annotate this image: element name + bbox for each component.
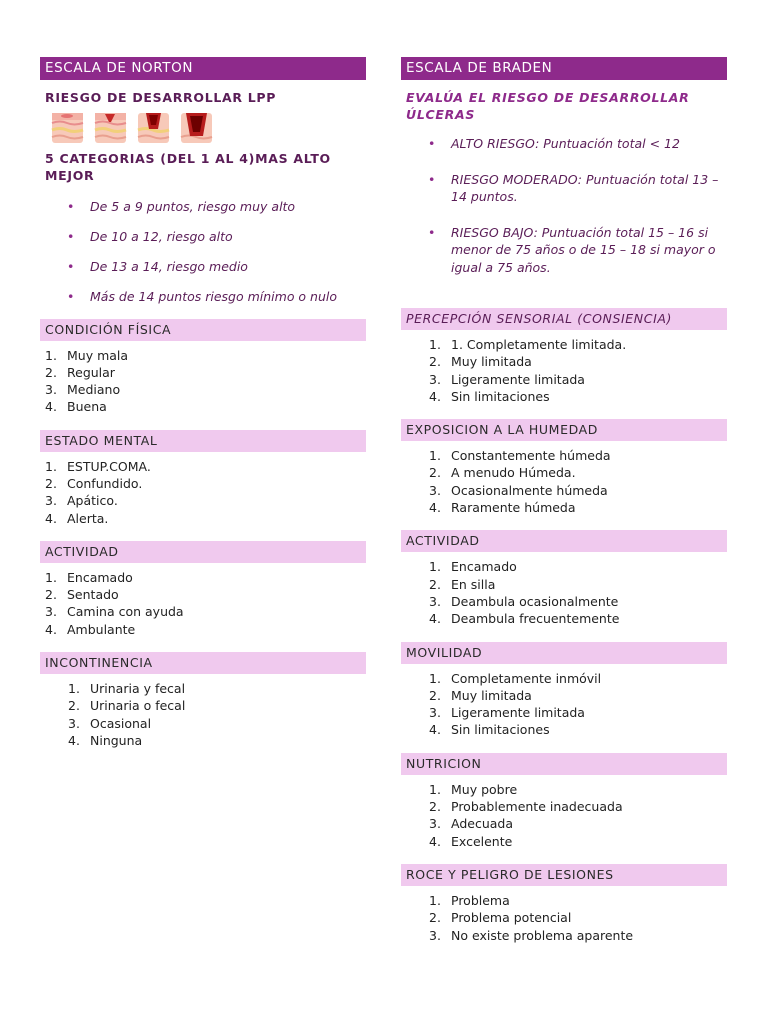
list-item: 2. A menudo Húmeda. bbox=[429, 465, 576, 481]
list-item: 3. Adecuada bbox=[429, 816, 514, 832]
list-item: 2. Sentado bbox=[45, 587, 119, 603]
section-header-estado-mental: ESTADO MENTAL bbox=[40, 430, 366, 452]
list-item: 2. Muy limitada bbox=[429, 687, 532, 703]
list-item: 2. Muy limitada bbox=[429, 354, 532, 370]
list-item: 1. ESTUP.COMA. bbox=[45, 458, 151, 474]
list-item: 3. Mediano bbox=[45, 382, 121, 398]
list-item: 1. Urinaria y fecal bbox=[68, 681, 186, 697]
norton-risk-list bbox=[40, 198, 366, 306]
norton-column bbox=[40, 57, 366, 749]
list-item: 2. Confundido. bbox=[45, 475, 143, 491]
list-item: • De 13 a 14, riesgo medio bbox=[40, 258, 366, 276]
norton-risk-heading: RIESGO DE DESARROLLAR LPP bbox=[45, 90, 277, 105]
actividad-braden-list bbox=[401, 558, 727, 627]
pressure-ulcer-stage-3-icon bbox=[137, 109, 170, 145]
list-item: • ALTO RIESGO: Puntuación total < 12 bbox=[401, 135, 727, 153]
list-item: 3. Ocasional bbox=[68, 715, 152, 731]
braden-risk-list bbox=[401, 135, 727, 276]
list-item: 3. Apático. bbox=[45, 493, 118, 509]
list-item: • RIESGO BAJO: Puntuación total 15 – 16 si menor de 75 años o de 15 – 18 si mayor o igual a 75 años. bbox=[401, 224, 727, 277]
section-header-actividad-braden: ACTIVIDAD bbox=[401, 530, 727, 552]
section-header-movilidad: MOVILIDAD bbox=[401, 642, 727, 664]
norton-title: ESCALA DE NORTON bbox=[40, 57, 366, 80]
list-item: 3. Ligeramente limitada bbox=[429, 371, 585, 387]
list-item: 4. Deambula frecuentemente bbox=[429, 611, 620, 627]
list-item: 4. Alerta. bbox=[45, 510, 109, 526]
roce-peligro-list bbox=[401, 892, 727, 944]
estado-mental-list bbox=[40, 458, 366, 527]
section-header-actividad: ACTIVIDAD bbox=[40, 541, 366, 563]
section-header-nutricion: NUTRICION bbox=[401, 753, 727, 775]
list-item: 4. Sin limitaciones bbox=[429, 722, 550, 738]
pressure-ulcer-stage-4-icon bbox=[180, 109, 213, 145]
condicion-fisica-list bbox=[40, 347, 366, 416]
list-item: 4. Raramente húmeda bbox=[429, 500, 576, 516]
section-header-exposicion-humedad: EXPOSICION A LA HUMEDAD bbox=[401, 419, 727, 441]
list-item: • De 5 a 9 puntos, riesgo muy alto bbox=[40, 198, 366, 216]
list-item: 1. Muy pobre bbox=[429, 781, 518, 797]
section-header-condicion-fisica: CONDICIÓN FÍSICA bbox=[40, 319, 366, 341]
actividad-list bbox=[40, 569, 366, 638]
list-item: 3. No existe problema aparente bbox=[429, 927, 634, 943]
pressure-ulcer-stage-2-icon bbox=[94, 109, 127, 145]
section-header-percepcion-sensorial: PERCEPCIÓN SENSORIAL (CONSIENCIA) bbox=[401, 308, 727, 330]
list-item: 1. Encamado bbox=[429, 559, 517, 575]
percepcion-sensorial-list bbox=[401, 336, 727, 405]
list-item: 1. Encamado bbox=[45, 569, 133, 585]
list-item: 1. Muy mala bbox=[45, 347, 129, 363]
nutricion-list bbox=[401, 781, 727, 850]
exposicion-humedad-list bbox=[401, 447, 727, 516]
list-item: 2. Probablemente inadecuada bbox=[429, 799, 623, 815]
list-item: 1. Completamente inmóvil bbox=[429, 670, 602, 686]
list-item: • De 10 a 12, riesgo alto bbox=[40, 228, 366, 246]
list-item: 4. Excelente bbox=[429, 833, 513, 849]
list-item: 4. Sin limitaciones bbox=[429, 388, 550, 404]
movilidad-list bbox=[401, 670, 727, 739]
list-item: 2. Urinaria o fecal bbox=[68, 698, 186, 714]
incontinencia-list bbox=[40, 680, 366, 749]
braden-heading: EVALÚA EL RIESGO DE DESARROLLAR ÚLCERAS bbox=[406, 90, 690, 122]
list-item: 3. Ligeramente limitada bbox=[429, 705, 585, 721]
norton-categories-heading: 5 CATEGORIAS (DEL 1 AL 4)MAS ALTO MEJOR bbox=[45, 151, 331, 183]
list-item: 3. Camina con ayuda bbox=[45, 604, 184, 620]
list-item: 1. Constantemente húmeda bbox=[429, 448, 611, 464]
braden-column bbox=[401, 57, 727, 944]
list-item: 1. Problema bbox=[429, 892, 510, 908]
list-item: 4. Buena bbox=[45, 399, 107, 415]
section-header-roce-peligro: ROCE Y PELIGRO DE LESIONES bbox=[401, 864, 727, 886]
pressure-ulcer-stage-images bbox=[40, 109, 366, 145]
list-item: • RIESGO MODERADO: Puntuación total 13 – 14 puntos. bbox=[401, 171, 727, 206]
list-item: • Más de 14 puntos riesgo mínimo o nulo bbox=[40, 288, 366, 306]
list-item: 1. 1. Completamente limitada. bbox=[429, 337, 627, 352]
list-item: 4. Ambulante bbox=[45, 621, 136, 637]
section-header-incontinencia: INCONTINENCIA bbox=[40, 652, 366, 674]
pressure-ulcer-stage-1-icon bbox=[51, 109, 84, 145]
list-item: 3. Deambula ocasionalmente bbox=[429, 593, 619, 609]
list-item: 3. Ocasionalmente húmeda bbox=[429, 482, 608, 498]
list-item: 2. En silla bbox=[429, 576, 496, 592]
braden-title: ESCALA DE BRADEN bbox=[401, 57, 727, 80]
list-item: 2. Problema potencial bbox=[429, 910, 572, 926]
list-item: 2. Regular bbox=[45, 364, 115, 380]
list-item: 4. Ninguna bbox=[68, 732, 143, 748]
